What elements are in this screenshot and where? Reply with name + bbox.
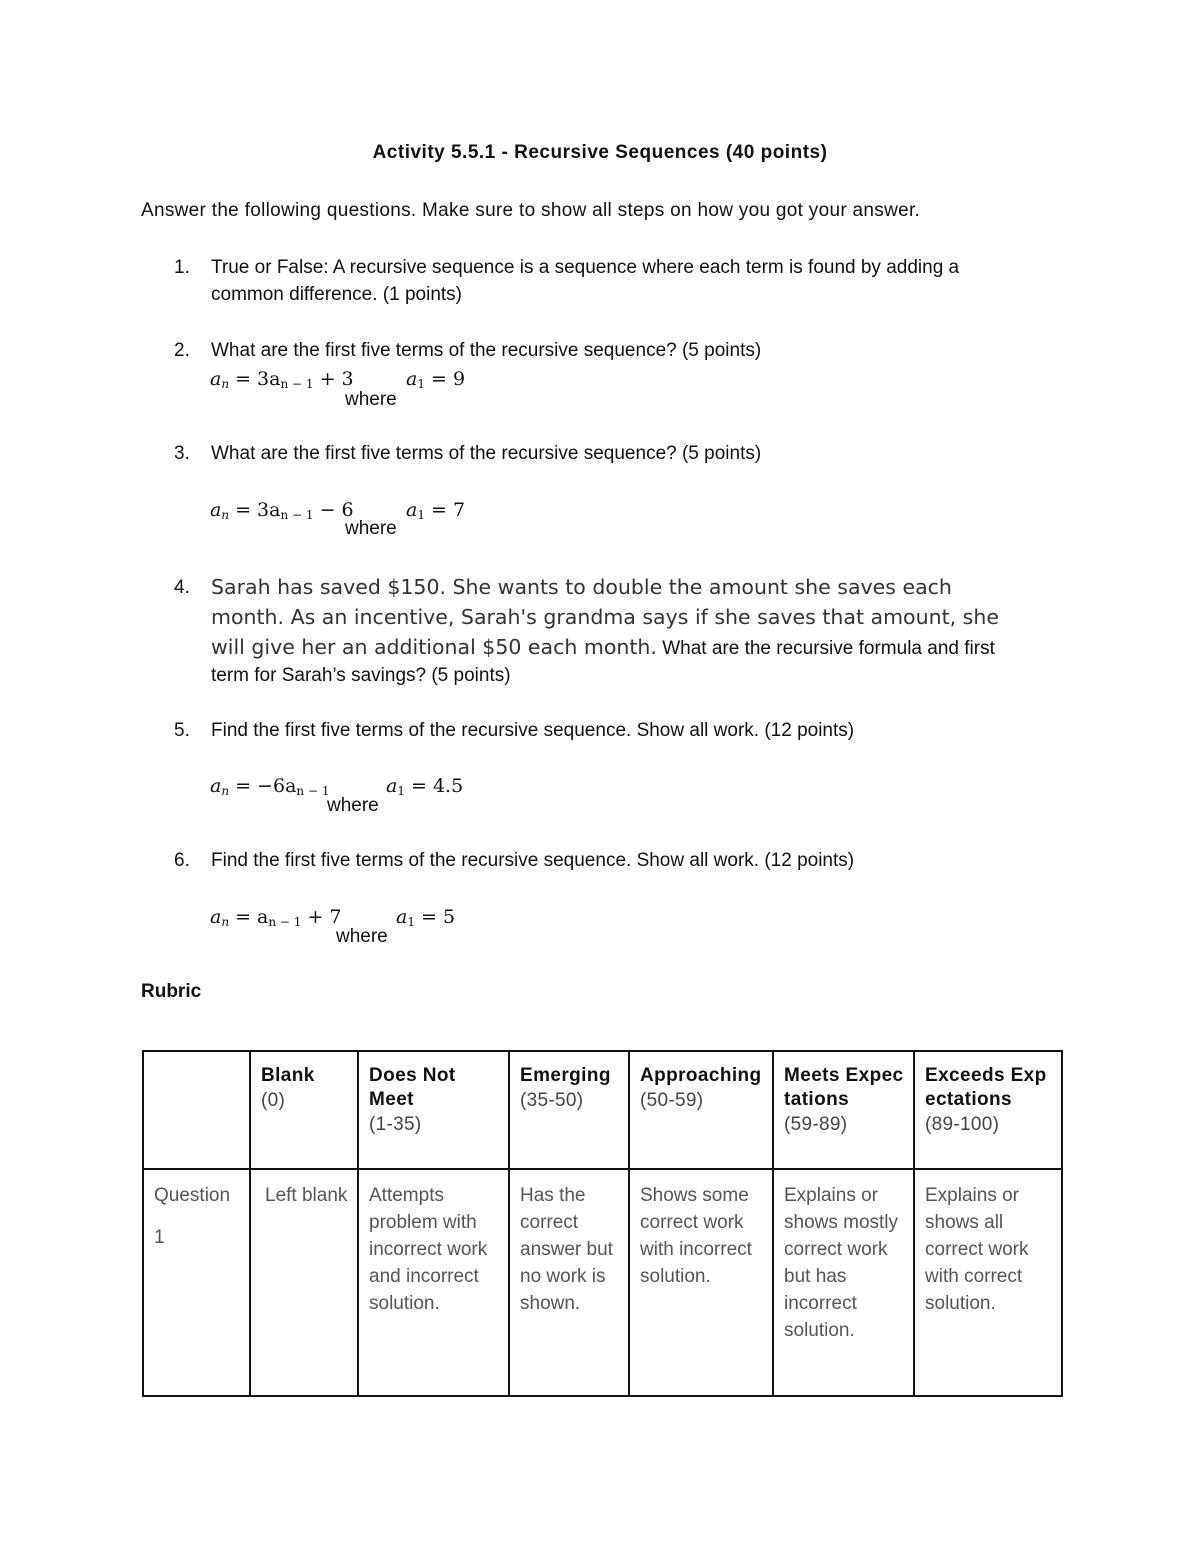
q4-text-line1: Sarah has saved $150. She wants to double the amount she saves each (211, 575, 952, 599)
rubric-header-empty (143, 1051, 250, 1169)
q1-number: 1. (174, 257, 190, 278)
q5-number: 5. (174, 720, 190, 741)
q4-text-line2: month. As an incentive, Sarah's grandma says if she saves that amount, she (211, 605, 999, 629)
rubric-table (142, 1050, 1063, 1397)
q2-number: 2. (174, 340, 190, 361)
q5-where: where (327, 795, 379, 816)
rubric-cell-approaching: Shows some correct work with incorrect solution. (629, 1169, 773, 1396)
q2-initial-term: $a_1 = 9$ (406, 368, 466, 391)
q3-where: where (345, 518, 397, 539)
q6-formula: $a_n = a_{n - 1} + 7$ (210, 906, 342, 929)
rubric-header-blank: Blank (0) (250, 1051, 358, 1169)
q4-number: 4. (174, 577, 190, 598)
q6-number: 6. (174, 850, 190, 871)
q3-formula: $a_n = 3a_{n - 1} - 6$ (210, 499, 354, 522)
q4-text-line3: will give her an additional $50 each month. What are the recursive formula and first (211, 635, 995, 659)
rubric-cell-does-not-meet: Attempts problem with incorrect work and incorrect solution. (358, 1169, 509, 1396)
q5-text: Find the first five terms of the recursive sequence. Show all work. (12 points) (211, 720, 855, 741)
rubric-cell-exceeds-expectations: Explains or shows all correct work with correct solution. (914, 1169, 1062, 1396)
rubric-header-approaching: Approaching (50-59) (629, 1051, 773, 1169)
rubric-row-label: Question 1 (143, 1169, 250, 1396)
page-title: Activity 5.5.1 - Recursive Sequences (40 points) (372, 142, 828, 163)
rubric-cell-meets-expectations: Explains or shows mostly correct work but has incorrect solution. (773, 1169, 914, 1396)
q5-formula: $a_n = -6a_{n - 1}$ (210, 775, 330, 798)
rubric-row-question-1 (143, 1169, 1062, 1396)
rubric-cell-emerging: Has the correct answer but no work is shown. (509, 1169, 629, 1396)
q6-initial-term: $a_1 = 5$ (396, 906, 456, 929)
q6-where: where (336, 926, 388, 947)
rubric-header-exceeds-expectations: Exceeds Expectations (89-100) (914, 1051, 1062, 1169)
q1-text-line2: common difference. (1 points) (211, 284, 462, 305)
q3-initial-term: $a_1 = 7$ (406, 499, 466, 522)
q3-text: What are the first five terms of the recursive sequence? (5 points) (211, 443, 762, 464)
rubric-header-does-not-meet: Does Not Meet (1-35) (358, 1051, 509, 1169)
rubric-cell-blank: Left blank (250, 1169, 358, 1396)
instructions: Answer the following questions. Make sure to show all steps on how you got your answer. (141, 200, 921, 221)
q4-text-line4: term for Sarah’s savings? (5 points) (211, 665, 511, 686)
rubric-header-row (143, 1051, 1062, 1169)
rubric-heading: Rubric (141, 981, 202, 1002)
q2-where: where (345, 389, 397, 410)
q3-number: 3. (174, 443, 190, 464)
q1-text-line1: True or False: A recursive sequence is a sequence where each term is found by adding a (211, 257, 960, 278)
q2-text: What are the first five terms of the recursive sequence? (5 points) (211, 340, 762, 361)
q2-formula: $a_n = 3a_{n - 1} + 3$ (210, 368, 354, 391)
rubric-header-meets-expectations: Meets Expectations (59-89) (773, 1051, 914, 1169)
rubric-header-emerging: Emerging (35-50) (509, 1051, 629, 1169)
q6-text: Find the first five terms of the recursive sequence. Show all work. (12 points) (211, 850, 855, 871)
q5-initial-term: $a_1 = 4.5$ (386, 775, 464, 798)
